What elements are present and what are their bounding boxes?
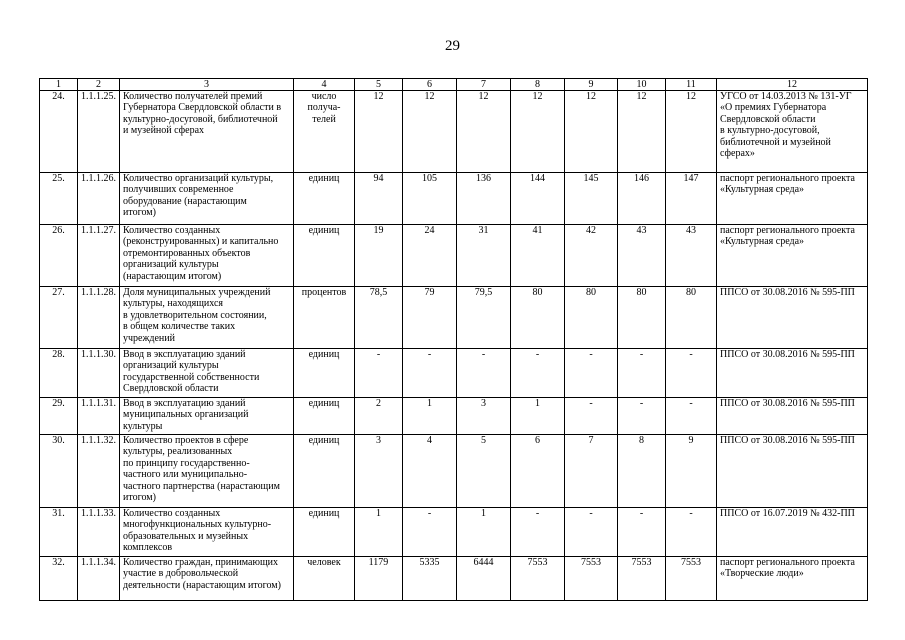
table-header xyxy=(40,79,868,91)
value-cell: - xyxy=(457,349,511,398)
value-cell: 2 xyxy=(355,398,403,435)
column-header: 4 xyxy=(294,79,355,91)
table-row xyxy=(40,398,868,435)
value-cell: 42 xyxy=(565,225,618,287)
column-header: 3 xyxy=(120,79,294,91)
value-cell: 4 xyxy=(403,435,457,508)
column-header: 7 xyxy=(457,79,511,91)
value-cell: 12 xyxy=(511,91,565,173)
indicator-code-cell: 1.1.1.27. xyxy=(78,225,120,287)
indicator-name-cell: Количество созданных многофункциональных культурно- образовательных и музейных комплексов xyxy=(120,508,294,557)
value-cell: 7553 xyxy=(618,557,666,601)
unit-cell: единиц xyxy=(294,508,355,557)
indicator-name-cell: Количество организаций культуры, получивших современное оборудование (нарастающим итогом) xyxy=(120,173,294,225)
column-header: 12 xyxy=(717,79,868,91)
table-row xyxy=(40,173,868,225)
indicator-code-cell: 1.1.1.30. xyxy=(78,349,120,398)
table-row xyxy=(40,287,868,349)
value-cell: - xyxy=(618,508,666,557)
value-cell: 41 xyxy=(511,225,565,287)
value-cell: 7553 xyxy=(666,557,717,601)
value-cell: 12 xyxy=(355,91,403,173)
unit-cell: единиц xyxy=(294,173,355,225)
source-cell: паспорт регионального проекта «Культурная среда» xyxy=(717,173,868,225)
row-number-cell: 29. xyxy=(40,398,78,435)
value-cell: 7553 xyxy=(565,557,618,601)
value-cell: - xyxy=(565,398,618,435)
source-cell: ППСО от 30.08.2016 № 595-ПП xyxy=(717,435,868,508)
indicator-code-cell: 1.1.1.26. xyxy=(78,173,120,225)
column-header: 9 xyxy=(565,79,618,91)
table-row xyxy=(40,225,868,287)
value-cell: - xyxy=(618,398,666,435)
table-row xyxy=(40,435,868,508)
indicator-code-cell: 1.1.1.25. xyxy=(78,91,120,173)
indicator-code-cell: 1.1.1.34. xyxy=(78,557,120,601)
indicator-name-cell: Ввод в эксплуатацию зданий организаций культуры государственной собственности Свердловской области xyxy=(120,349,294,398)
indicator-name-cell: Ввод в эксплуатацию зданий муниципальных организаций культуры xyxy=(120,398,294,435)
value-cell: - xyxy=(565,508,618,557)
source-cell: ППСО от 30.08.2016 № 595-ПП xyxy=(717,398,868,435)
indicators-table xyxy=(39,78,868,601)
value-cell: 144 xyxy=(511,173,565,225)
source-cell: ППСО от 30.08.2016 № 595-ПП xyxy=(717,349,868,398)
value-cell: 105 xyxy=(403,173,457,225)
unit-cell: единиц xyxy=(294,435,355,508)
indicator-name-cell: Количество граждан, принимающих участие в добровольческой деятельности (нарастающим итогом) xyxy=(120,557,294,601)
row-number-cell: 32. xyxy=(40,557,78,601)
value-cell: 80 xyxy=(565,287,618,349)
value-cell: 31 xyxy=(457,225,511,287)
unit-cell: единиц xyxy=(294,349,355,398)
value-cell: 7 xyxy=(565,435,618,508)
row-number-cell: 28. xyxy=(40,349,78,398)
value-cell: 43 xyxy=(618,225,666,287)
unit-cell: число получа- телей xyxy=(294,91,355,173)
unit-cell: человек xyxy=(294,557,355,601)
value-cell: 147 xyxy=(666,173,717,225)
value-cell: 3 xyxy=(355,435,403,508)
value-cell: 136 xyxy=(457,173,511,225)
value-cell: 19 xyxy=(355,225,403,287)
value-cell: 6 xyxy=(511,435,565,508)
value-cell: 3 xyxy=(457,398,511,435)
value-cell: 12 xyxy=(457,91,511,173)
indicator-name-cell: Количество проектов в сфере культуры, реализованных по принципу государственно- частного или муниципально- частного партнерства (нарастающим итогом) xyxy=(120,435,294,508)
value-cell: - xyxy=(666,508,717,557)
value-cell: 12 xyxy=(403,91,457,173)
column-header: 6 xyxy=(403,79,457,91)
indicator-name-cell: Количество получателей премий Губернатора Свердловской области в культурно-досуговой, библиотечной и музейной сферах xyxy=(120,91,294,173)
header-row xyxy=(40,79,868,91)
column-header: 8 xyxy=(511,79,565,91)
indicator-code-cell: 1.1.1.32. xyxy=(78,435,120,508)
table-row xyxy=(40,508,868,557)
source-cell: паспорт регионального проекта «Творческие люди» xyxy=(717,557,868,601)
value-cell: - xyxy=(511,508,565,557)
value-cell: 145 xyxy=(565,173,618,225)
value-cell: 78,5 xyxy=(355,287,403,349)
table-row xyxy=(40,91,868,173)
value-cell: 8 xyxy=(618,435,666,508)
value-cell: 12 xyxy=(565,91,618,173)
value-cell: 7553 xyxy=(511,557,565,601)
indicator-code-cell: 1.1.1.33. xyxy=(78,508,120,557)
row-number-cell: 31. xyxy=(40,508,78,557)
table-body xyxy=(40,91,868,601)
value-cell: 9 xyxy=(666,435,717,508)
value-cell: - xyxy=(618,349,666,398)
value-cell: 146 xyxy=(618,173,666,225)
indicator-code-cell: 1.1.1.28. xyxy=(78,287,120,349)
unit-cell: единиц xyxy=(294,225,355,287)
value-cell: 1 xyxy=(457,508,511,557)
value-cell: 79 xyxy=(403,287,457,349)
value-cell: 80 xyxy=(618,287,666,349)
value-cell: 1 xyxy=(403,398,457,435)
value-cell: 12 xyxy=(666,91,717,173)
value-cell: 5335 xyxy=(403,557,457,601)
value-cell: 1 xyxy=(355,508,403,557)
page-number: 29 xyxy=(445,38,460,54)
row-number-cell: 24. xyxy=(40,91,78,173)
indicator-name-cell: Доля муниципальных учреждений культуры, находящихся в удовлетворительном состоянии, в общем количестве таких учреждений xyxy=(120,287,294,349)
value-cell: 80 xyxy=(666,287,717,349)
column-header: 11 xyxy=(666,79,717,91)
value-cell: - xyxy=(403,508,457,557)
unit-cell: единиц xyxy=(294,398,355,435)
value-cell: 6444 xyxy=(457,557,511,601)
row-number-cell: 30. xyxy=(40,435,78,508)
value-cell: 1 xyxy=(511,398,565,435)
row-number-cell: 27. xyxy=(40,287,78,349)
value-cell: 1179 xyxy=(355,557,403,601)
value-cell: - xyxy=(403,349,457,398)
value-cell: 94 xyxy=(355,173,403,225)
source-cell: ППСО от 16.07.2019 № 432-ПП xyxy=(717,508,868,557)
value-cell: 12 xyxy=(618,91,666,173)
value-cell: - xyxy=(666,349,717,398)
indicator-code-cell: 1.1.1.31. xyxy=(78,398,120,435)
row-number-cell: 26. xyxy=(40,225,78,287)
value-cell: 79,5 xyxy=(457,287,511,349)
column-header: 1 xyxy=(40,79,78,91)
source-cell: ППСО от 30.08.2016 № 595-ПП xyxy=(717,287,868,349)
column-header: 2 xyxy=(78,79,120,91)
value-cell: - xyxy=(511,349,565,398)
value-cell: 43 xyxy=(666,225,717,287)
table-row xyxy=(40,557,868,601)
value-cell: 80 xyxy=(511,287,565,349)
table-row xyxy=(40,349,868,398)
value-cell: - xyxy=(355,349,403,398)
source-cell: УГСО от 14.03.2013 № 131-УГ «О премиях Губернатора Свердловской области в культурно-досуговой, библиотечной и музейной сферах» xyxy=(717,91,868,173)
value-cell: - xyxy=(666,398,717,435)
value-cell: 24 xyxy=(403,225,457,287)
column-header: 10 xyxy=(618,79,666,91)
value-cell: 5 xyxy=(457,435,511,508)
source-cell: паспорт регионального проекта «Культурная среда» xyxy=(717,225,868,287)
row-number-cell: 25. xyxy=(40,173,78,225)
indicator-name-cell: Количество созданных (реконструированных) и капитально отремонтированных объектов организаций культуры (нарастающим итогом) xyxy=(120,225,294,287)
value-cell: - xyxy=(565,349,618,398)
column-header: 5 xyxy=(355,79,403,91)
unit-cell: процентов xyxy=(294,287,355,349)
